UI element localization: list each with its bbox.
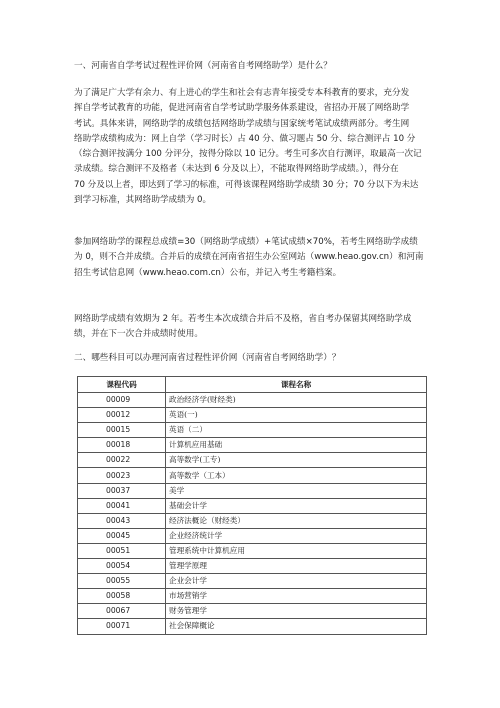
course-name-cell: 管理学原理 [166,559,427,574]
table-row [78,408,427,423]
course-code-cell: 00023 [78,468,166,483]
course-name-cell: 美学 [166,483,427,498]
course-name-cell: 经济法概论（财经类） [166,513,427,528]
course-code-cell: 00009 [78,393,166,408]
table-row [78,559,427,574]
course-name-cell: 基础会计学 [166,498,427,513]
course-code-cell: 00043 [78,513,166,528]
text-line: 录成绩。综合测评不及格者（未达到 6 分及以上），不能取得网络助学成绩。），得分在 [74,164,399,175]
text-line: 络助学成绩构成为：网上自学（学习时长）占 40 分、做习题占 50 分、综合测评占 10 分 [74,133,416,144]
course-code-cell: 00058 [78,589,166,604]
course-code-cell: 00067 [78,604,166,619]
table-row [78,438,427,453]
section1-paragraph-2 [74,235,426,281]
text-line: 参加网络助学的课程总成绩=30（网络助学成绩）+笔试成绩×70%，若考生网络助学成绩 [74,237,418,247]
course-name-cell: 财务管理学 [166,604,427,619]
text-line: （综合测评按满分 100 分评分，按得分除以 10 记分。考生可多次自行测评，取最高一次记 [74,149,422,160]
course-name-cell: 计算机应用基础 [166,438,427,453]
table-row [78,619,427,634]
course-code-cell: 00037 [78,483,166,498]
text-line: 为 0，则不合并成绩。合并后的成绩在河南省招生办公室网站（www.heao.gov.cn）和河南 [74,252,424,263]
course-table-container [77,376,427,635]
course-name-cell: 高等数学（工本） [166,468,427,483]
header-course-code: 课程代码 [78,377,166,393]
course-code-cell: 00054 [78,559,166,574]
table-row [78,468,427,483]
course-code-cell: 00045 [78,528,166,543]
text-line: 网络助学成绩有效期为 2 年。若考生本次成绩合并后不及格，省自考办保留其网络助学成 [74,314,412,324]
course-code-cell: 00071 [78,619,166,634]
section1-heading: 一、河南省自学考试过程性评价网（河南省自考网络助学）是什么？ [74,61,332,71]
course-code-cell: 00055 [78,574,166,589]
text-line: 70 分及以上者，即达到了学习的标准，可得该课程网络助学成绩 30 分；70 分以下为未达 [74,179,419,190]
table-row [78,483,427,498]
table-row [78,543,427,558]
course-name-cell: 社会保障概论 [166,619,427,634]
table-row [78,574,427,589]
table-row [78,423,427,438]
table-row [78,513,427,528]
course-name-cell: 管理系统中计算机应用 [166,543,427,558]
text-line: 挥自学考试教育的功能，促进河南省自学考试助学服务体系建设，省招办开展了网络助学 [74,103,410,114]
course-code-cell: 00012 [78,408,166,423]
table-row [78,528,427,543]
section1-paragraph-1 [74,86,426,208]
table-row [78,393,427,408]
course-name-cell: 市场营销学 [166,589,427,604]
course-code-cell: 00022 [78,453,166,468]
text-line: 考试。具体来讲，网络助学的成绩包括网络助学成绩与国家统考笔试成绩两部分。考生网 [74,118,410,129]
table-row [78,453,427,468]
header-course-name: 课程名称 [166,377,427,393]
course-code-cell: 00015 [78,423,166,438]
text-line: 为了满足广大学有余力、有上进心的学生和社会有志青年接受专本科教育的要求，充分发 [74,88,410,98]
course-name-cell: 企业经济统计学 [166,528,427,543]
course-code-cell: 00041 [78,498,166,513]
section2-heading: 二、哪些科目可以办理河南省过程性评价网（河南省自考网络助学）？ [74,353,341,363]
table-row [78,604,427,619]
text-line: 绩，并在下一次合并成绩时使用。 [74,329,203,340]
course-name-cell: 企业会计学 [166,574,427,589]
table-header-row [78,377,427,393]
course-code-cell: 00018 [78,438,166,453]
section1-paragraph-3 [74,312,426,343]
course-name-cell: 英语(一) [166,408,427,423]
course-table [77,376,427,635]
table-row [78,498,427,513]
table-row [78,589,427,604]
course-name-cell: 高等数学(工专) [166,453,427,468]
course-name-cell: 政治经济学(财经类) [166,393,427,408]
course-name-cell: 英语（二） [166,423,427,438]
text-line: 招生考试信息网（www.heao.com.cn）公布，并记入考生考籍档案。 [74,267,342,278]
course-code-cell: 00051 [78,543,166,558]
text-line: 到学习标准，其网络助学成绩为 0。 [74,195,212,206]
